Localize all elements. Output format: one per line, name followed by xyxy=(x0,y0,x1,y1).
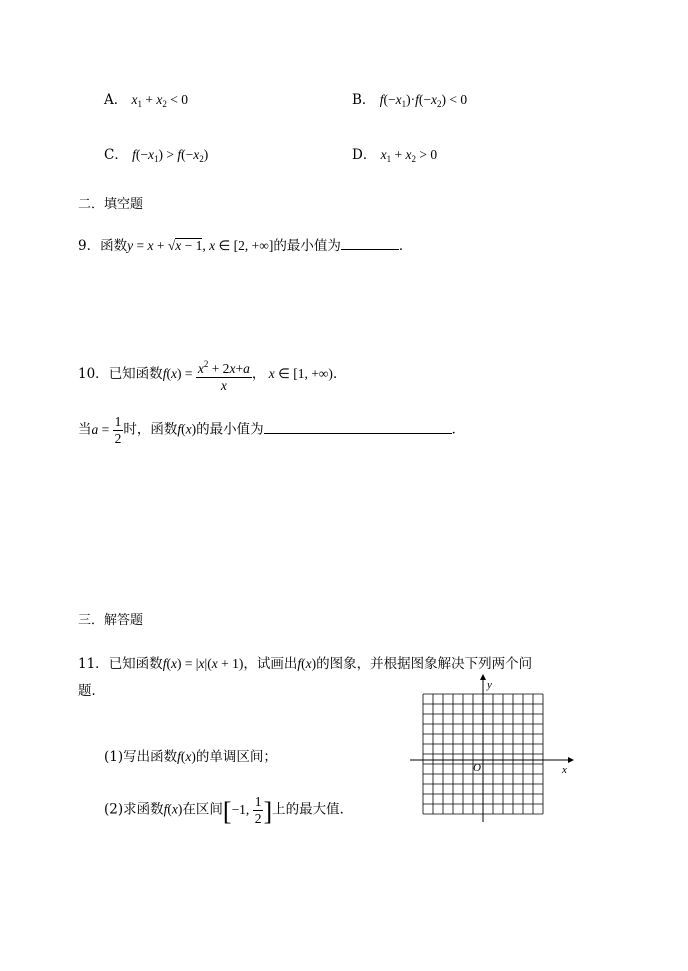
question-11 xyxy=(78,652,532,672)
q9-suffix: 的最小值为 xyxy=(273,238,341,254)
q11-number: 11． xyxy=(78,656,109,672)
option-c-label: C． xyxy=(104,147,128,163)
q11-formula: f(x) = |x|(x + 1) xyxy=(162,656,244,671)
y-axis-arrow xyxy=(480,674,486,680)
q9-prefix: 函数 xyxy=(100,238,128,254)
q9-answer-blank[interactable] xyxy=(341,237,399,250)
q10-line2-end: ． xyxy=(451,421,466,438)
option-b-expr: $f(-x_1)\cdot f(-x_2) < 0$ xyxy=(379,92,468,109)
q9-number: 9． xyxy=(78,238,101,254)
section-fill-in-title: 二．填空题 xyxy=(78,197,144,212)
question-10 xyxy=(78,356,346,394)
x-axis-arrow xyxy=(568,757,574,763)
q10-a-value: a = $\frac{1}{2}$ xyxy=(91,414,122,446)
q9-end: ． xyxy=(398,238,413,254)
q11-sub2-mid: 在区间 xyxy=(182,801,223,818)
q11-sub1-suffix: 的单调区间； xyxy=(195,749,277,765)
option-c xyxy=(104,143,208,164)
question-11-line2: 题． xyxy=(78,683,105,699)
q10-fx: f(x) xyxy=(177,421,197,437)
q11-sub1-label: (1) xyxy=(104,749,124,765)
q11-sub1 xyxy=(104,745,277,765)
question-10-line2 xyxy=(78,414,465,447)
q11-sub2-prefix: 求函数 xyxy=(123,801,164,818)
q11-sub1-fx: f(x) xyxy=(177,749,196,764)
q11-sub2-fx: f(x) xyxy=(163,801,183,817)
option-d xyxy=(352,143,437,164)
x-axis-label: x xyxy=(562,764,567,776)
q10-prefix: 已知函数 xyxy=(108,366,163,383)
q10-line2-suffix: 的最小值为 xyxy=(196,421,264,438)
q9-formula: y = x + √x − 1, x ∈ [2, +∞] xyxy=(127,238,274,253)
option-d-label: D． xyxy=(352,147,377,163)
y-axis-label: y xyxy=(487,679,492,691)
q10-end: ． xyxy=(332,366,347,383)
coordinate-grid xyxy=(408,672,574,824)
q10-line2-prefix: 当 xyxy=(78,421,92,438)
q10-line2-mid: 时，函数 xyxy=(123,421,178,438)
q11-suffix: 的图象，并根据图象解决下列两个问 xyxy=(316,656,533,672)
option-a-expr: $x_1 + x_2 < 0$ xyxy=(131,92,189,109)
q11-mid: ，试画出 xyxy=(243,656,298,672)
q11-prefix: 已知函数 xyxy=(108,656,163,672)
section-answer-title: 三．解答题 xyxy=(78,613,144,628)
q11-sub2-label: (2) xyxy=(104,801,124,818)
question-9 xyxy=(78,234,412,254)
q11-fx: f(x) xyxy=(297,656,317,671)
q11-sub2 xyxy=(104,794,353,827)
q11-sub2-suffix: 上的最大值． xyxy=(272,801,354,818)
option-b-label: B． xyxy=(352,92,376,108)
option-c-expr: $f(-x_1) > f(-x_2)$ xyxy=(132,147,209,164)
q10-formula: f(x) = $\frac{x^2 + 2x+a}{x}$ ， x ∈ [1, +∞) xyxy=(163,366,333,381)
q11-sub1-prefix: 写出函数 xyxy=(123,749,178,765)
origin-label: O xyxy=(473,762,481,774)
option-d-expr: $x_1 + x_2 > 0$ xyxy=(380,147,438,164)
q10-number: 10． xyxy=(78,366,109,383)
option-a xyxy=(104,88,188,109)
q10-answer-blank[interactable] xyxy=(264,421,452,434)
option-b xyxy=(352,88,467,109)
option-a-label: A． xyxy=(104,92,128,108)
q11-sub2-interval: [−1, $\frac{1}{2}$ ] xyxy=(222,794,273,826)
